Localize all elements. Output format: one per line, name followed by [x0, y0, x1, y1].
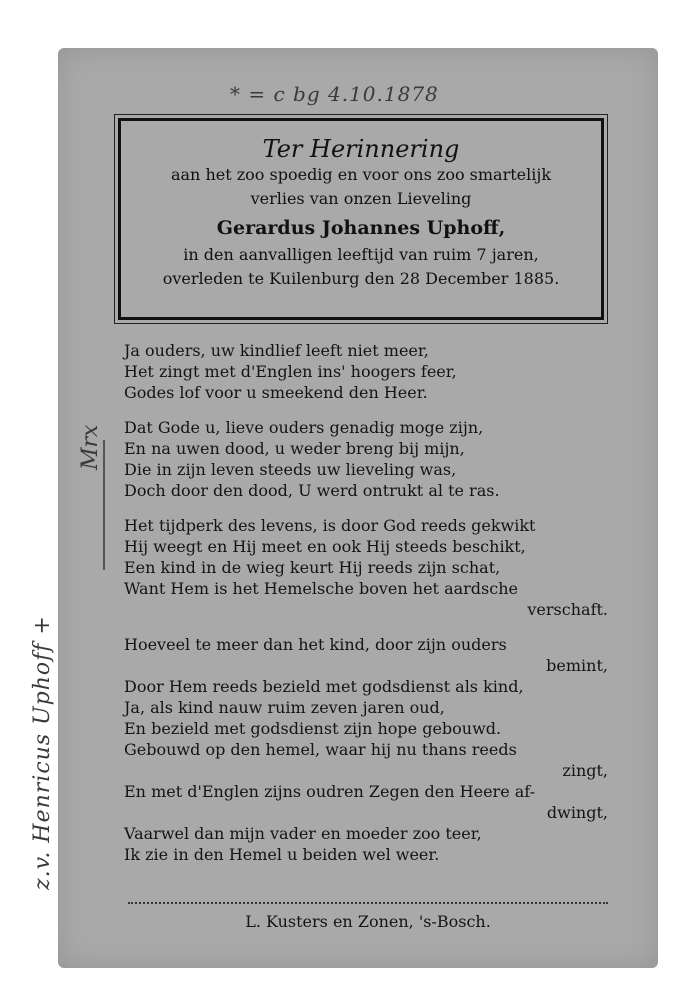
- poem-line: zingt,: [562, 761, 608, 780]
- poem-line: Ja, als kind nauw ruim zeven jaren oud,: [124, 698, 445, 717]
- poem-line: Een kind in de wieg keurt Hij reeds zijn schat,: [124, 558, 501, 577]
- poem-line: bemint,: [546, 656, 608, 675]
- poem-line: Het zingt met d'Englen ins' hoogers feer,: [124, 362, 457, 381]
- handwritten-side-note: z.v. Henricus Uphoff +: [30, 615, 55, 890]
- poem-line: Gebouwd op den hemel, waar hij nu thans reeds: [124, 740, 517, 759]
- poem-line: Dat Gode u, lieve ouders genadig moge zijn,: [124, 418, 484, 437]
- handwritten-line: [103, 440, 105, 570]
- header-line-2: verlies van onzen Lieveling: [250, 189, 472, 208]
- poem-line: Godes lof voor u smeekend den Heer.: [124, 383, 428, 402]
- poem-line: Hoeveel te meer dan het kind, door zijn ouders: [124, 635, 507, 654]
- header-line-4: overleden te Kuilenburg den 28 December 1885.: [162, 269, 560, 288]
- handwritten-side-note-2: Mrx: [78, 424, 103, 470]
- poem-line: Ik zie in den Hemel u beiden wel weer.: [124, 845, 440, 864]
- poem-line: Die in zijn leven steeds uw lieveling was,: [124, 460, 457, 479]
- poem-line: En bezield met godsdienst zijn hope gebouwd.: [124, 719, 502, 738]
- dotted-divider: [128, 902, 608, 904]
- poem-line: verschaft.: [527, 600, 608, 619]
- card-title: Ter Herinnering: [262, 135, 460, 163]
- poem-stanza: [124, 515, 608, 620]
- poem-line: En met d'Englen zijns oudren Zegen den Heere af-: [124, 782, 536, 801]
- poem-line: Het tijdperk des levens, is door God reeds gekwikt: [124, 516, 536, 535]
- poem-stanza: [124, 340, 608, 403]
- printer-credit: L. Kusters en Zonen, 's-Bosch.: [245, 912, 491, 931]
- poem-stanza: [124, 417, 608, 501]
- poem-line: Vaarwel dan mijn vader en moeder zoo teer,: [124, 824, 482, 843]
- handwritten-birth-note: * = c bg 4.10.1878: [230, 82, 439, 106]
- poem: [124, 340, 608, 879]
- header-line-3: in den aanvalligen leeftijd van ruim 7 jaren,: [183, 245, 539, 264]
- header-line-1: aan het zoo spoedig en voor ons zoo smartelijk: [170, 165, 552, 184]
- header-frame: [118, 118, 604, 320]
- poem-line: Hij weegt en Hij meet en ook Hij steeds beschikt,: [124, 537, 526, 556]
- poem-line: Ja ouders, uw kindlief leeft niet meer,: [124, 341, 429, 360]
- poem-line: Doch door den dood, U werd ontrukt al te ras.: [124, 481, 500, 500]
- deceased-name: Gerardus Johannes Uphoff,: [216, 217, 506, 239]
- poem-line: dwingt,: [546, 803, 608, 822]
- poem-stanza: [124, 634, 608, 865]
- poem-line: Door Hem reeds bezield met godsdienst als kind,: [124, 677, 524, 696]
- poem-line: En na uwen dood, u weder breng bij mijn,: [124, 439, 465, 458]
- poem-line: Want Hem is het Hemelsche boven het aardsche: [124, 579, 518, 598]
